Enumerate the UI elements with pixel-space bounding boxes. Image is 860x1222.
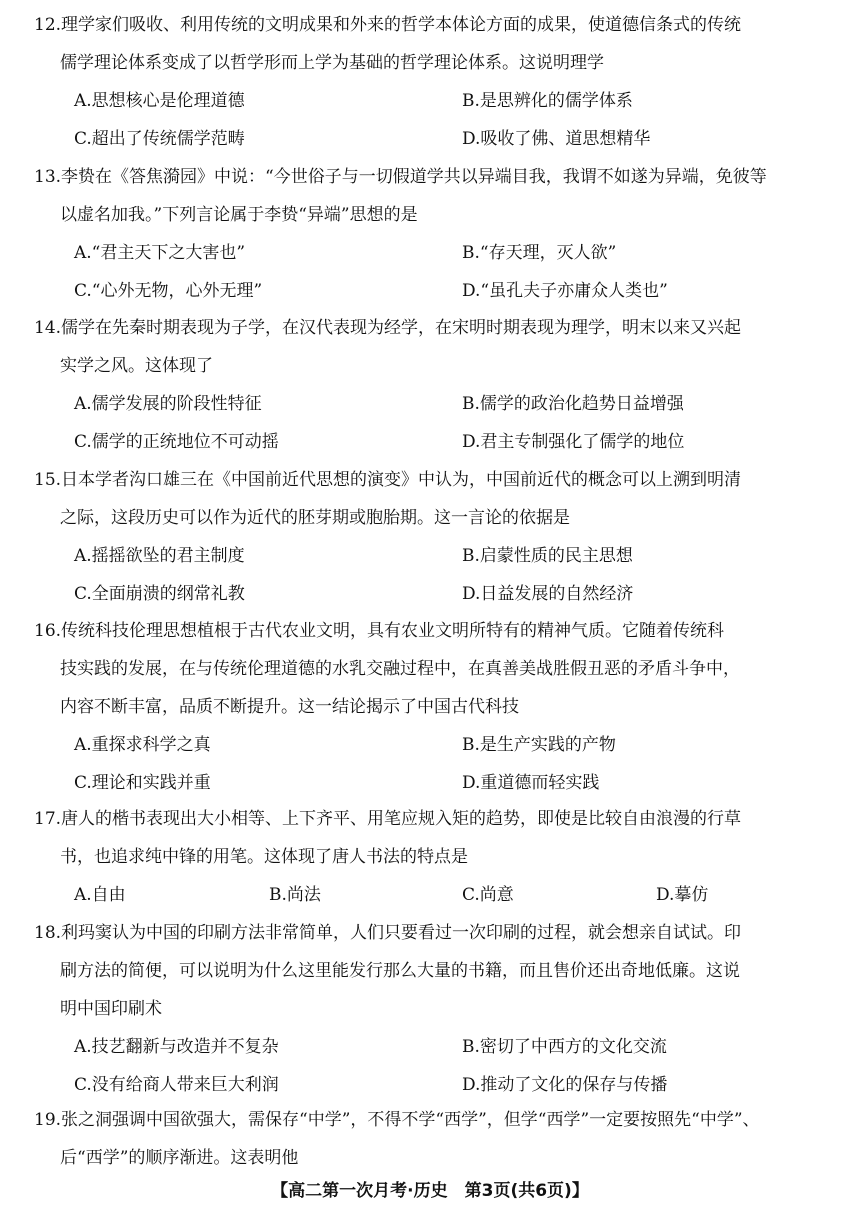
question-text: 14.儒学在先秦时期表现为子学，在汉代表现为经学，在宋明时期表现为理学，明末以来又兴起	[34, 318, 742, 338]
option-c[interactable]: C.“心外无物，心外无理”	[74, 281, 263, 301]
option-b[interactable]: B.启蒙性质的民主思想	[462, 546, 633, 566]
option-a[interactable]: A.思想核心是伦理道德	[74, 91, 245, 111]
option-a[interactable]: A.摇摇欲坠的君主制度	[74, 546, 245, 566]
option-b[interactable]: B.密切了中西方的文化交流	[462, 1037, 667, 1057]
option-a[interactable]: A.自由	[74, 885, 126, 905]
question-text: 后“西学”的顺序渐进。这表明他	[60, 1148, 299, 1168]
options-row	[34, 726, 834, 764]
question-text: 18.利玛窦认为中国的印刷方法非常简单，人们只要看过一次印刷的过程，就会想亲自试试。印	[34, 923, 742, 943]
options-row	[34, 876, 834, 914]
options-row	[34, 272, 834, 310]
question-text: 实学之风。这体现了	[60, 356, 213, 376]
option-b[interactable]: B.是生产实践的产物	[462, 735, 616, 755]
options-row	[34, 82, 834, 120]
question-17	[34, 800, 834, 914]
option-b[interactable]: B.尚法	[269, 885, 321, 905]
option-b[interactable]: B.儒学的政治化趋势日益增强	[462, 394, 684, 414]
option-d[interactable]: D.重道德而轻实践	[462, 773, 600, 793]
option-a[interactable]: A.儒学发展的阶段性特征	[74, 394, 262, 414]
option-b[interactable]: B.“存天理，灭人欲”	[462, 243, 617, 263]
option-a[interactable]: A.“君主天下之大害也”	[74, 243, 246, 263]
option-d[interactable]: D.摹仿	[656, 885, 709, 905]
option-b[interactable]: B.是思辨化的儒学体系	[462, 91, 633, 111]
question-text: 13.李贽在《答焦漪园》中说：“今世俗子与一切假道学共以异端目我，我谓不如遂为异端，免彼等	[34, 167, 767, 187]
question-text: 儒学理论体系变成了以哲学形而上学为基础的哲学理论体系。这说明理学	[60, 53, 604, 73]
page-footer: 【高二第一次月考·历史 第3页(共6页)】	[271, 1181, 589, 1201]
question-text: 17.唐人的楷书表现出大小相等、上下齐平、用笔应规入矩的趋势，即使是比较自由浪漫的行草	[34, 809, 742, 829]
option-c[interactable]: C.理论和实践并重	[74, 773, 211, 793]
option-c[interactable]: C.没有给商人带来巨大利润	[74, 1075, 279, 1095]
option-c[interactable]: C.儒学的正统地位不可动摇	[74, 432, 279, 452]
question-text: 16.传统科技伦理思想植根于古代农业文明，具有农业文明所特有的精神气质。它随着传统科	[34, 621, 725, 641]
options-row	[34, 423, 834, 461]
option-d[interactable]: D.吸收了佛、道思想精华	[462, 129, 651, 149]
option-d[interactable]: D.君主专制强化了儒学的地位	[462, 432, 685, 452]
question-13	[34, 158, 834, 310]
option-d[interactable]: D.“虽孔夫子亦庸众人类也”	[462, 281, 668, 301]
options-row	[34, 764, 834, 802]
question-text: 内容不断丰富，品质不断提升。这一结论揭示了中国古代科技	[60, 697, 519, 717]
question-19	[34, 1101, 834, 1177]
options-row	[34, 1028, 834, 1066]
option-c[interactable]: C.超出了传统儒学范畴	[74, 129, 245, 149]
question-14	[34, 309, 834, 461]
question-16	[34, 612, 834, 802]
options-row	[34, 537, 834, 575]
question-15	[34, 461, 834, 613]
option-c[interactable]: C.尚意	[462, 885, 514, 905]
option-d[interactable]: D.日益发展的自然经济	[462, 584, 634, 604]
options-row	[34, 120, 834, 158]
option-a[interactable]: A.重探求科学之真	[74, 735, 211, 755]
question-text: 刷方法的简便，可以说明为什么这里能发行那么大量的书籍，而且售价还出奇地低廉。这说	[60, 961, 740, 981]
question-text: 12.理学家们吸收、利用传统的文明成果和外来的哲学本体论方面的成果，使道德信条式的传统	[34, 15, 742, 35]
options-row	[34, 234, 834, 272]
question-text: 之际，这段历史可以作为近代的胚芽期或胞胎期。这一言论的依据是	[60, 508, 570, 528]
options-row	[34, 1066, 834, 1104]
options-row	[34, 385, 834, 423]
question-text: 明中国印刷术	[60, 999, 162, 1019]
question-18	[34, 914, 834, 1104]
question-text: 书，也追求纯中锋的用笔。这体现了唐人书法的特点是	[60, 847, 468, 867]
option-c[interactable]: C.全面崩溃的纲常礼教	[74, 584, 245, 604]
question-12	[34, 6, 834, 158]
options-row	[34, 575, 834, 613]
question-text: 15.日本学者沟口雄三在《中国前近代思想的演变》中认为，中国前近代的概念可以上溯到明清	[34, 470, 742, 490]
question-text: 技实践的发展，在与传统伦理道德的水乳交融过程中，在真善美战胜假丑恶的矛盾斗争中，	[60, 659, 740, 679]
question-text: 以虚名加我。”下列言论属于李贽“异端”思想的是	[60, 205, 418, 225]
question-text: 19.张之洞强调中国欲强大，需保存“中学”，不得不学“西学”，但学“西学”一定要按照先“中学”、	[34, 1110, 760, 1130]
option-d[interactable]: D.推动了文化的保存与传播	[462, 1075, 668, 1095]
option-a[interactable]: A.技艺翻新与改造并不复杂	[74, 1037, 279, 1057]
